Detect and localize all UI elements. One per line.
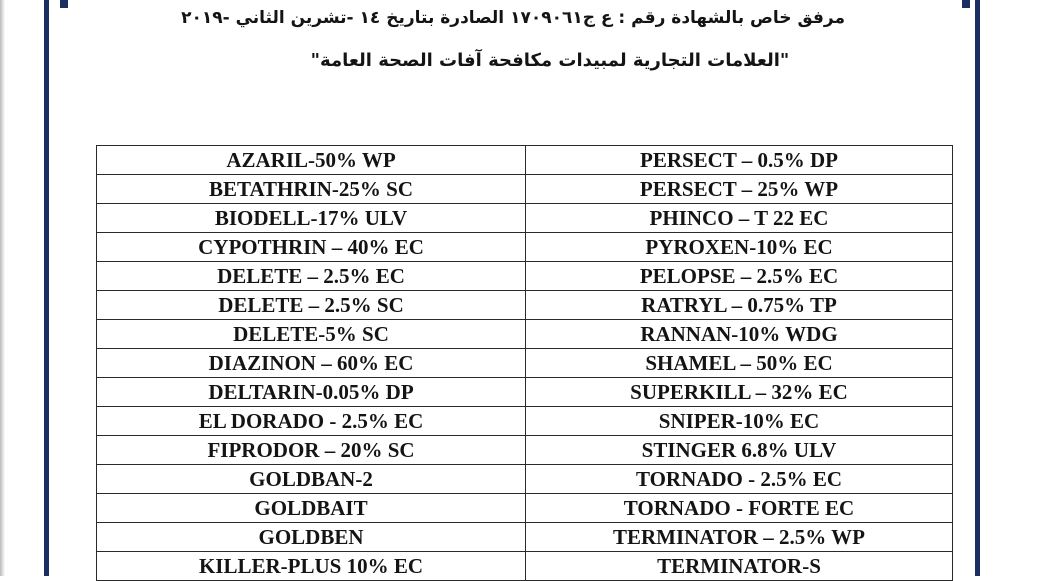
table-row [97, 436, 953, 465]
table-cell-right: STINGER 6.8% ULV [526, 436, 953, 465]
table-row [97, 552, 953, 581]
table-cell-left: KILLER-PLUS 10% EC [97, 552, 526, 581]
table-cell-left: DIAZINON – 60% EC [97, 349, 526, 378]
table-row [97, 291, 953, 320]
table-cell-left: EL DORADO - 2.5% EC [97, 407, 526, 436]
table-cell-right: TERMINATOR – 2.5% WP [526, 523, 953, 552]
table-row [97, 262, 953, 291]
document-title: "العلامات التجارية لمبيدات مكافحة آفات الصحة العامة" [310, 50, 790, 71]
table-row [97, 523, 953, 552]
table-cell-left: GOLDBAN-2 [97, 465, 526, 494]
page-shadow-edge [0, 0, 5, 576]
table-cell-right: PELOPSE – 2.5% EC [526, 262, 953, 291]
table-cell-right: SUPERKILL – 32% EC [526, 378, 953, 407]
table-row [97, 320, 953, 349]
table-cell-right: PYROXEN-10% EC [526, 233, 953, 262]
table-cell-right: TERMINATOR-S [526, 552, 953, 581]
table-row [97, 465, 953, 494]
table-cell-left: CYPOTHRIN – 40% EC [97, 233, 526, 262]
table-cell-right: SNIPER-10% EC [526, 407, 953, 436]
table-cell-left: BIODELL-17% ULV [97, 204, 526, 233]
table-cell-right: PHINCO – T 22 EC [526, 204, 953, 233]
table-row [97, 349, 953, 378]
page-border-corner-right [962, 0, 970, 8]
table-row [97, 146, 953, 175]
table-cell-left: DELETE-5% SC [97, 320, 526, 349]
table-cell-right: RANNAN-10% WDG [526, 320, 953, 349]
table-cell-right: SHAMEL – 50% EC [526, 349, 953, 378]
table-row [97, 494, 953, 523]
table-cell-right: TORNADO - 2.5% EC [526, 465, 953, 494]
table-cell-right: TORNADO - FORTE EC [526, 494, 953, 523]
table-row [97, 378, 953, 407]
table-cell-left: AZARIL-50% WP [97, 146, 526, 175]
page-border-corner-left [60, 0, 68, 8]
table-cell-right: PERSECT – 25% WP [526, 175, 953, 204]
table-cell-left: GOLDBEN [97, 523, 526, 552]
table-row [97, 233, 953, 262]
table-cell-left: DELTARIN-0.05% DP [97, 378, 526, 407]
table-cell-left: GOLDBAIT [97, 494, 526, 523]
table-cell-left: BETATHRIN-25% SC [97, 175, 526, 204]
page-border-left [44, 0, 49, 576]
table-row [97, 204, 953, 233]
table-cell-left: DELETE – 2.5% EC [97, 262, 526, 291]
table-row [97, 175, 953, 204]
trademarks-table [96, 145, 953, 581]
table-cell-right: PERSECT – 0.5% DP [526, 146, 953, 175]
page-border-right [975, 0, 980, 576]
table-row [97, 407, 953, 436]
table-cell-right: RATRYL – 0.75% TP [526, 291, 953, 320]
table-cell-left: DELETE – 2.5% SC [97, 291, 526, 320]
certificate-annex-line: مرفق خاص بالشهادة رقم : ع ج١٧٠٩٠٦١ الصادرة بتاريخ ١٤ -تشرين الثاني -٢٠١٩ [181, 8, 845, 28]
table-cell-left: FIPRODOR – 20% SC [97, 436, 526, 465]
